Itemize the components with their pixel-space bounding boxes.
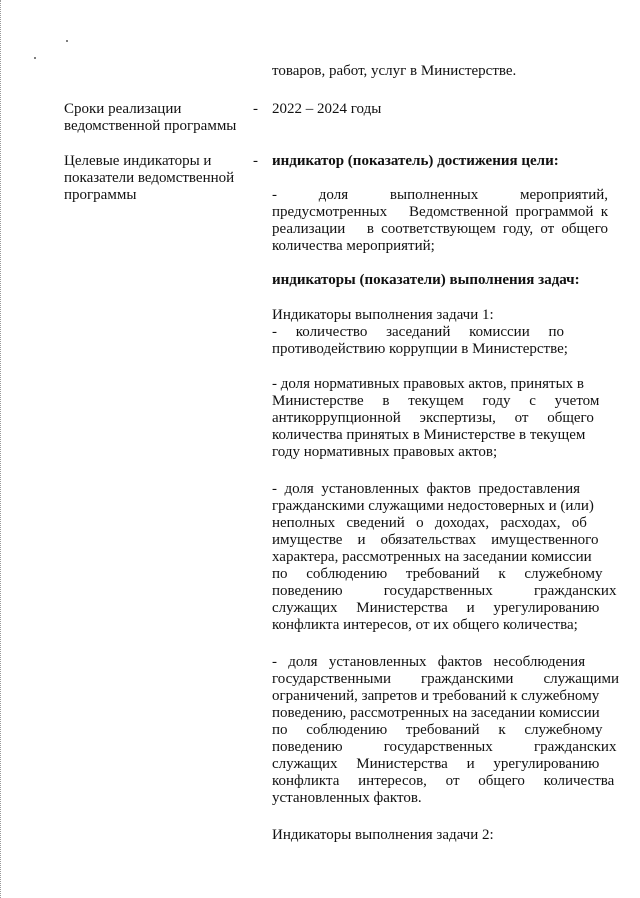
- goal-item: - доля выполненных мероприятий, предусмотренных Ведомственной программой к реализации в соответствующем году, от общего количества мероприятий;: [272, 187, 608, 254]
- row-label-period: Сроки реализации ведомственной программы: [64, 101, 237, 134]
- scan-speck: [66, 40, 68, 42]
- task1-heading: Индикаторы выполнения задачи 1:: [272, 307, 494, 323]
- task1-item: - доля установленных фактов несоблюдения государственными гражданскими служащими ограничений, запретов и требований к служебному поведению, рассмотренных на заседании комиссии по соблюдению требований к служебному поведению государственных гражданских служащих Министерства и урегулированию конфликта интересов, от общего количества установленных фактов.: [272, 654, 620, 806]
- row-value-period: 2022 – 2024 годы: [272, 101, 382, 117]
- task1-item: - доля нормативных правовых актов, принятых в Министерстве в текущем году с учетом антикоррупционной экспертизы, от общего количества принятых в Министерстве в текущем году нормативных правовых актов;: [272, 376, 600, 460]
- continuation-text: товаров, работ, услуг в Министерстве.: [272, 63, 517, 79]
- tasks-heading: индикаторы (показатели) выполнения задач:: [272, 272, 580, 288]
- row-dash-indicators: -: [253, 153, 258, 169]
- task1-item: - количество заседаний комиссии по противодействию коррупции в Министерстве;: [272, 324, 568, 357]
- goal-heading: индикатор (показатель) достижения цели:: [272, 153, 559, 169]
- row-dash-period: -: [253, 101, 258, 117]
- scan-speck: [34, 57, 36, 59]
- task1-item: - доля установленных фактов предоставления гражданскими служащими недостоверных и (или) неполных сведений о доходах, расходах, об имуществе и обязательствах имущественного характера, рассмотренных на заседании комиссии по соблюдению требований к служебному поведению государственных гражданских служащих Министерства и урегулированию конфликта интересов, от их общего количества;: [272, 481, 617, 633]
- scan-left-edge: [0, 0, 4, 898]
- task2-heading: Индикаторы выполнения задачи 2:: [272, 827, 494, 843]
- row-label-indicators: Целевые индикаторы и показатели ведомственной программы: [64, 153, 235, 203]
